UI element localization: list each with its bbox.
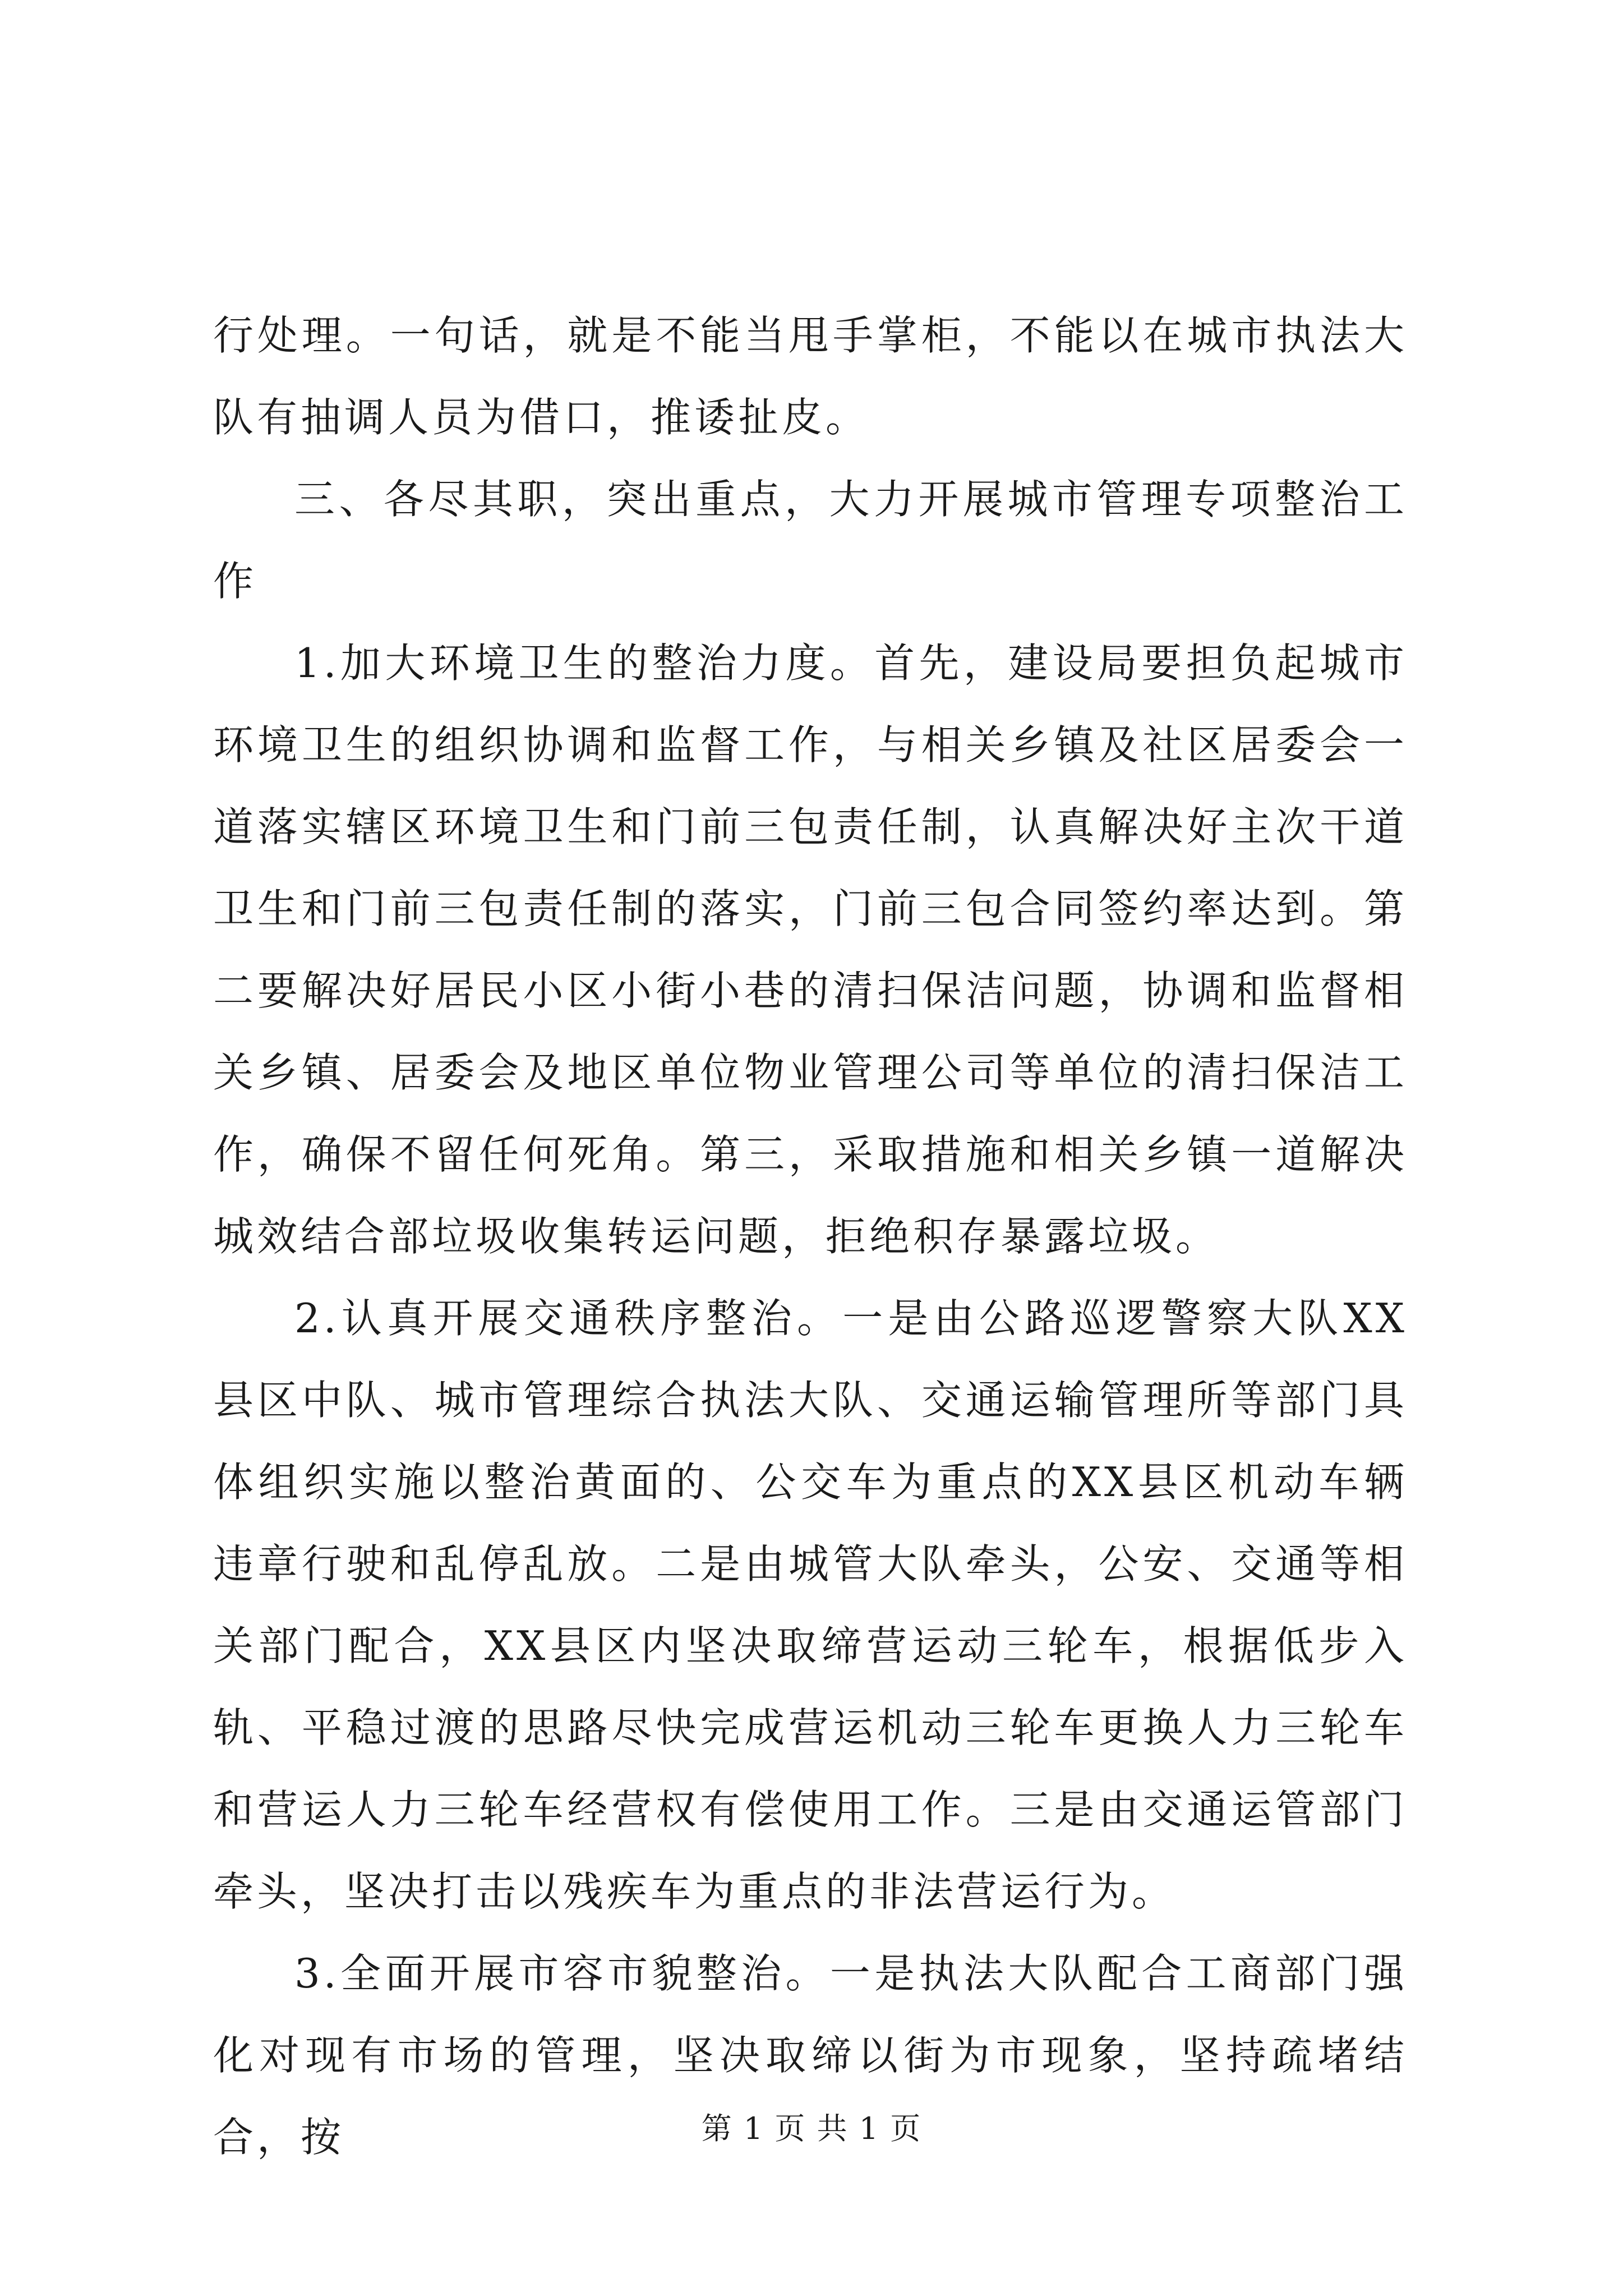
paragraph-continuation: 行处理。一句话，就是不能当甩手掌柜，不能以在城市执法大队有抽调人员为借口，推诿扯皮。 (213, 312, 1408, 441)
document-body (213, 295, 1408, 2178)
section-heading: 三、各尽其职，突出重点，大力开展城市管理专项整治工作 (213, 476, 1408, 605)
paragraph-cityscape: 3.全面开展市容市貌整治。一是执法大队配合工商部门强化对现有市场的管理，坚决取缔以街为市现象，坚持疏堵结合，按 (213, 1950, 1408, 2161)
page-number: 第 1 页 共 1 页 (701, 2111, 922, 2146)
paragraph-environment: 1.加大环境卫生的整治力度。首先，建设局要担负起城市环境卫生的组织协调和监督工作，与相关乡镇及社区居委会一道落实辖区环境卫生和门前三包责任制，认真解决好主次干道卫生和门前三包责任制的落实，门前三包合同签约率达到。第二要解决好居民小区小街小巷的清扫保洁问题，协调和监督相关乡镇、居委会及地区单位物业管理公司等单位的清扫保洁工作，确保不留任何死角。第三，采取措施和相关乡镇一道解决城效结合部垃圾收集转运问题，拒绝积存暴露垃圾。 (213, 639, 1408, 1260)
paragraph-traffic: 2.认真开展交通秩序整治。一是由公路巡逻警察大队XX县区中队、城市管理综合执法大队、交通运输管理所等部门具体组织实施以整治黄面的、公交车为重点的XX县区机动车辆违章行驶和乱停乱放。二是由城管大队牵头，公安、交通等相关部门配合，XX县区内坚决取缔营运动三轮车，根据低步入轨、平稳过渡的思路尽快完成营运机动三轮车更换人力三轮车和营运人力三轮车经营权有偿使用工作。三是由交通运管部门牵头，坚决打击以残疾车为重点的非法营运行为。 (213, 1295, 1408, 1915)
